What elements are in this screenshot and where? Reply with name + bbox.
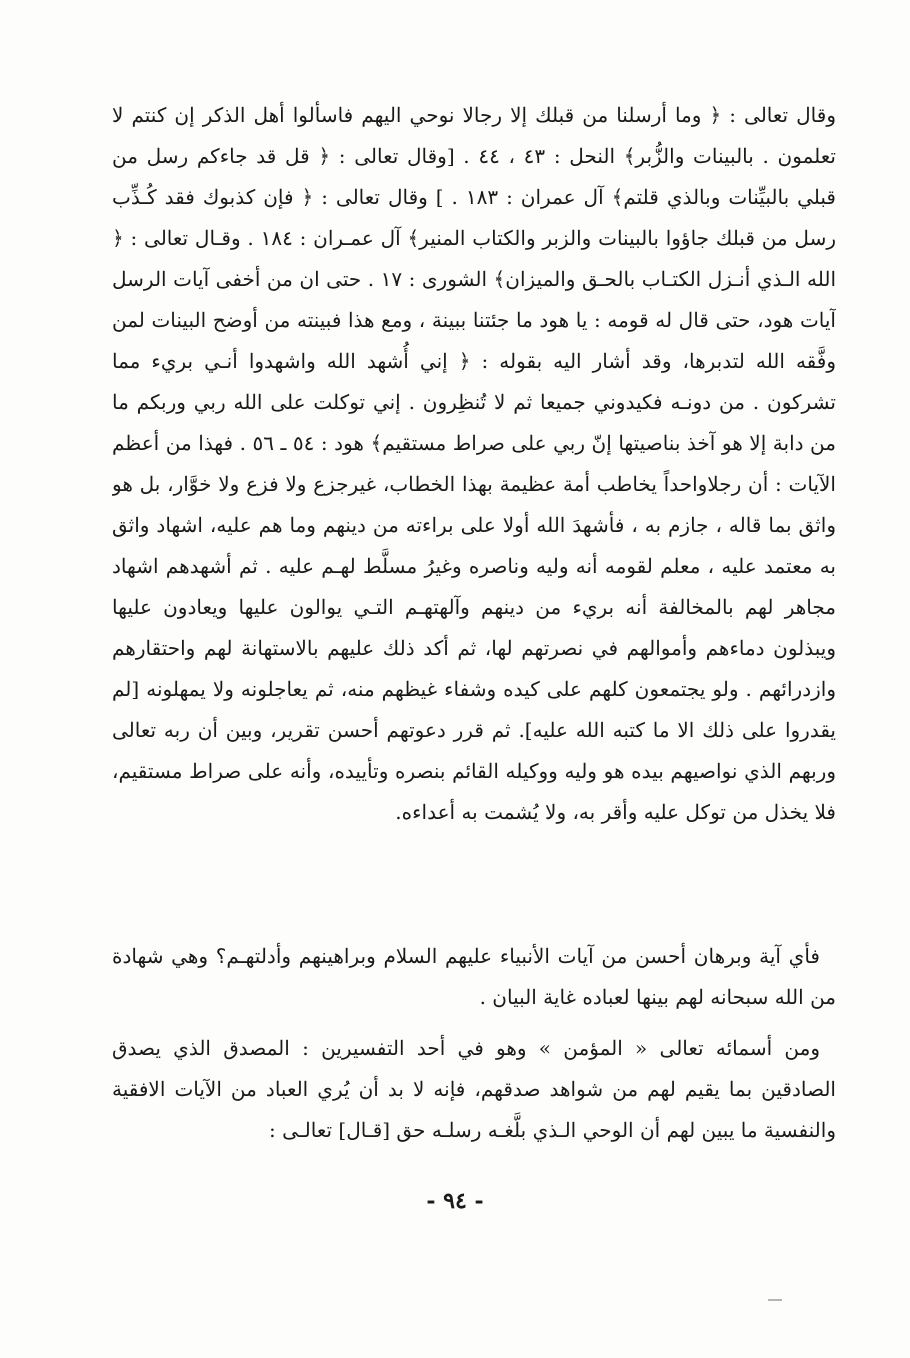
paragraph-al-mumin: ومن أسمائه تعالى « المؤمن » وهو في أحد التفسيرين : المصدق الذي يصدق الصادقين بما يقيم لهم من شواهد صدقهم، فإنه لا بد أن يُري العباد من الآيات الافقية والنفسية ما يبين لهم أن الوحي الـذي بلَّغـه رسلـه حق [قـال] تعالـى : (112, 1036, 836, 1142)
paragraph-main: وقال تعالى : ﴿ وما أرسلنا من قبلك إلا رجالا نوحي اليهم فاسألوا أهل الذكر إن كنتم لا تعلمون . بالبينات والزُّبر﴾ النحل : ٤٣ ، ٤٤ . [وقال تعالى : ﴿ قل قد جاءكم رسل من قبلي بالبيِّنات وبالذي قلتم﴾ آل عمران : ١٨٣ . ] وقال تعالى : ﴿ فإن كذبوك فقد كُـذِّب رسل من قبلك جاؤوا بالبينات والزبر والكتاب المنير﴾ آل عمـران : ١٨٤ . وقـال تعالى : ﴿ الله الـذي أنـزل الكتـاب بالحـق والميزان﴾ الشورى : ١٧ . حتى ان من أخفى آيات الرسل آيات هود، حتى قال له قومه : يا هود ما جئتنا ببينة ، ومع هذا فبينته من أوضح البينات لمن وفَّقه الله لتدبرها، وقد أشار اليه بقوله : ﴿ إني أُشهد الله واشهدوا أنـي بريء مما تشركون . من دونـه فكيدوني جميعا ثم لا تُنظِرون . إني توكلت على الله ربي وربكم ما من دابة إلا هو آخذ بناصيتها إنّ ربي على صراط مستقيم﴾ هود : ٥٤ ـ ٥٦ . فهذا من أعظم الآيات : أن رجلاواحداً يخاطب أمة عظيمة بهذا الخطاب، غيرجزع ولا فزع ولا خوَّار، بل هو واثق بما قاله ، جازم به ، فأشهدَ الله أولا على براءته من دينهم وما هم عليه، اشهاد واثق به معتمد عليه ، معلم لقومه أنه وليه وناصره وغيرُ مسلَّط لهـم عليه . ثم أشهدهم اشهاد مجاهر لهم بالمخالفة أنه بريء من دينهم وآلهتهـم التـي يوالون عليها ويعادون عليها ويبذلون دماءهم وأموالهم في نصرتهم لها، ثم أكد ذلك عليهم بالاستهانة لهم واحتقارهم وازدرائهم . ولو يجتمعون كلهم على كيده وشفاء غيظهم منه، ثم يعاجلونه ولا يمهلونه [لم يقدروا على ذلك الا ما كتبه الله عليه]. ثم قرر دعوتهم أحسن تقرير، وبين أن ربه تعالى وربهم الذي نواصيهم بيده هو وليه ووكيله القائم بنصره وتأييده، وأنه على صراط مستقيم، فلا يخذل من توكل عليه وأقر به، ولا يُشمت به أعداءه. (112, 103, 836, 824)
page-number: - ٩٤ - (426, 1188, 484, 1214)
paragraph-prophets-signs: فأي آية وبرهان أحسن من آيات الأنبياء عليهم السلام وبراهينهم وأدلتهـم؟ وهي شهادة من الله سبحانه لهم بينها لعباده غاية البيان . (112, 944, 836, 1009)
scan-artifact (768, 1299, 782, 1301)
page-body-text (112, 95, 836, 1151)
